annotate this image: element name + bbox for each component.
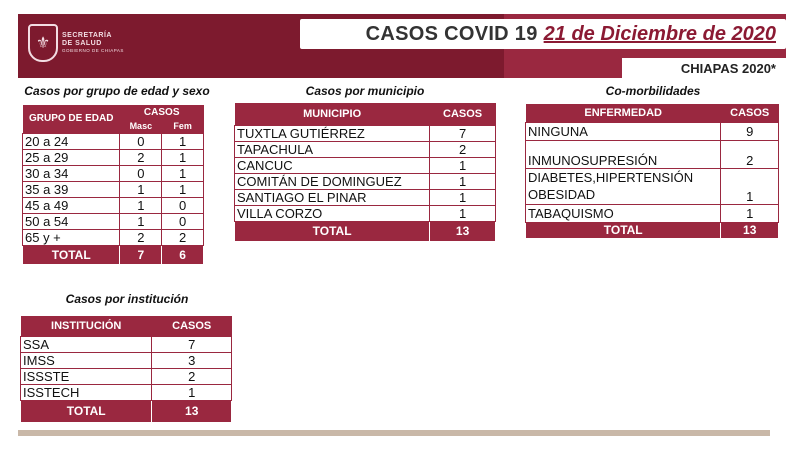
total-row: TOTAL 13 bbox=[235, 221, 496, 241]
footer-divider bbox=[18, 430, 770, 436]
total-row: TOTAL 13 bbox=[21, 400, 232, 422]
comorbilidad-line2: OBESIDAD bbox=[528, 187, 596, 202]
edad-sexo-table bbox=[22, 105, 204, 265]
table-row: DIABETES,HIPERTENSIÓN OBESIDAD 1 bbox=[526, 168, 779, 204]
table-row: 50 a 54 1 0 bbox=[23, 213, 204, 229]
table-row: VILLA CORZO 1 bbox=[235, 205, 496, 221]
table-row: SSA 7 bbox=[21, 336, 232, 352]
table-row: TUXTLA GUTIÉRREZ 7 bbox=[235, 125, 496, 141]
table-row: 25 a 29 2 1 bbox=[23, 149, 204, 165]
comorbilidad-line1: DIABETES,HIPERTENSIÓN bbox=[528, 170, 694, 185]
institucion-table bbox=[20, 316, 232, 423]
table-row: CANCUC 1 bbox=[235, 157, 496, 173]
table-row: 45 a 49 1 0 bbox=[23, 197, 204, 213]
title-bar bbox=[300, 19, 786, 49]
institucion-title: Casos por institución bbox=[65, 292, 189, 306]
table-row: TAPACHULA 2 bbox=[235, 141, 496, 157]
col-fem: Fem bbox=[162, 119, 204, 133]
municipio-title: Casos por municipio bbox=[305, 84, 425, 98]
edad-sexo-title: Casos por grupo de edad y sexo bbox=[24, 84, 210, 98]
table-row: IMSS 3 bbox=[21, 352, 232, 368]
table-row: 30 a 34 0 1 bbox=[23, 165, 204, 181]
col-grupo-edad: GRUPO DE EDAD bbox=[23, 105, 120, 133]
total-row: TOTAL 7 6 bbox=[23, 245, 204, 264]
col-casos: CASOS bbox=[120, 105, 204, 119]
municipio-table bbox=[234, 103, 496, 242]
table-row: NINGUNA 9 bbox=[526, 122, 779, 140]
secretaria-salud-logo bbox=[28, 24, 124, 62]
col-casos: CASOS bbox=[152, 316, 232, 336]
table-row: SANTIAGO EL PINAR 1 bbox=[235, 189, 496, 205]
table-row: 35 a 39 1 1 bbox=[23, 181, 204, 197]
logo-line3: GOBIERNO DE CHIAPAS bbox=[62, 47, 124, 53]
comorbilidades-title: Co-morbilidades bbox=[605, 84, 701, 98]
col-institucion: INSTITUCIÓN bbox=[21, 316, 152, 336]
total-row: TOTAL 13 bbox=[526, 222, 779, 238]
col-masc: Masc bbox=[120, 119, 162, 133]
table-row: COMITÁN DE DOMINGUEZ 1 bbox=[235, 173, 496, 189]
table-row: 20 a 24 0 1 bbox=[23, 133, 204, 149]
col-casos: CASOS bbox=[430, 103, 496, 125]
col-municipio: MUNICIPIO bbox=[235, 103, 430, 125]
table-row: INMUNOSUPRESIÓN 2 bbox=[526, 140, 779, 168]
table-row: ISSTECH 1 bbox=[21, 384, 232, 400]
col-enfermedad: ENFERMEDAD bbox=[526, 104, 721, 122]
state-label: CHIAPAS 2020* bbox=[622, 58, 786, 78]
table-row: TABAQUISMO 1 bbox=[526, 204, 779, 222]
chiapas-seal-icon: ⚜ bbox=[28, 24, 58, 62]
logo-line1: SECRETARÍA bbox=[62, 32, 112, 40]
logo-line2: DE SALUD bbox=[62, 39, 102, 47]
report-date: 21 de Diciembre de 2020 bbox=[543, 22, 776, 45]
col-casos: CASOS bbox=[721, 104, 779, 122]
table-row: ISSSTE 2 bbox=[21, 368, 232, 384]
table-row: 65 y + 2 2 bbox=[23, 229, 204, 245]
page-title: CASOS COVID 19 bbox=[365, 22, 538, 45]
comorbilidades-table bbox=[525, 104, 779, 239]
